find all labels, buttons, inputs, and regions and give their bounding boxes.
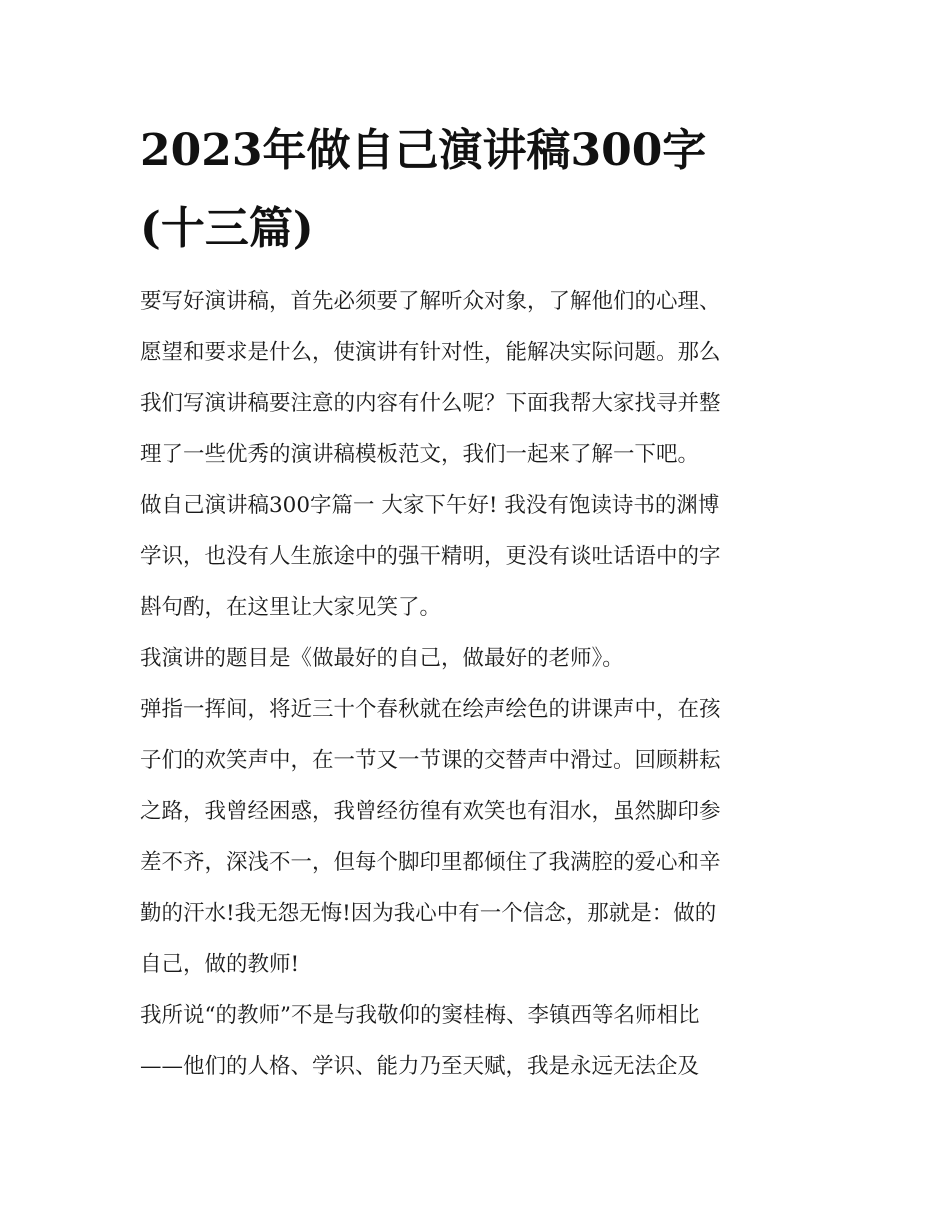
body-line: 勤的汗水!我无怨无悔!因为我心中有一个信念，那就是：做的 (140, 901, 717, 926)
body-line: 我演讲的题目是《做最好的自己，做最好的老师》。 (140, 646, 624, 671)
title-line-2: (十三篇) (140, 203, 314, 254)
title-line-1: 2023年做自己演讲稿300字 (140, 125, 707, 176)
document-title (140, 112, 820, 268)
document-body (140, 276, 830, 1092)
body-line: 子们的欢笑声中，在一节又一节课的交替声中滑过。回顾耕耘 (140, 748, 721, 773)
body-line: 斟句酌，在这里让大家见笑了。 (140, 595, 442, 620)
body-line: 差不齐，深浅不一，但每个脚印里都倾住了我满腔的爱心和辛 (140, 850, 721, 875)
body-line: 自己，做的教师! (140, 952, 300, 977)
body-line: 弹指一挥间，将近三十个春秋就在绘声绘色的讲课声中，在孩 (140, 697, 721, 722)
body-line: 要写好演讲稿，首先必须要了解听众对象，了解他们的心理、 (140, 289, 721, 314)
body-line: 我所说“的教师”不是与我敬仰的窦桂梅、李镇西等名师相比 (140, 1003, 700, 1028)
body-line: 愿望和要求是什么，使演讲有针对性，能解决实际问题。那么 (140, 340, 721, 365)
body-line: 之路，我曾经困惑，我曾经彷徨有欢笑也有泪水，虽然脚印参 (140, 799, 721, 824)
body-line: 做自己演讲稿300字篇一 大家下午好! 我没有饱读诗书的渊博 (140, 493, 720, 518)
body-line: ——他们的人格、学识、能力乃至天赋，我是永远无法企及 (140, 1054, 700, 1079)
body-line: 学识，也没有人生旅途中的强干精明，更没有谈吐话语中的字 (140, 544, 721, 569)
body-line: 理了一些优秀的演讲稿模板范文，我们一起来了解一下吧。 (140, 442, 700, 467)
body-line: 我们写演讲稿要注意的内容有什么呢？下面我帮大家找寻并整 (140, 391, 721, 416)
